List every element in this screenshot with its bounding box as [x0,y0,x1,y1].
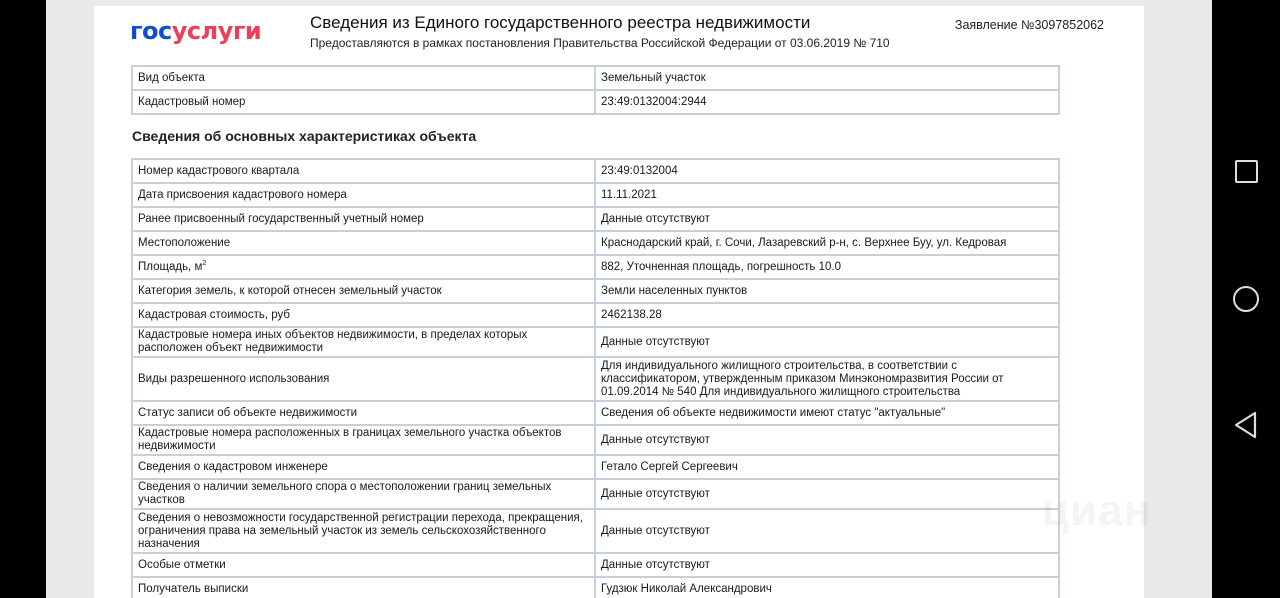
row-label: Статус записи об объекте недвижимости [132,401,595,425]
table-row [132,231,1059,255]
table-row [132,159,1059,183]
document-page [94,6,1144,598]
table-row [132,455,1059,479]
back-button[interactable] [1230,409,1262,441]
row-label: Категория земель, к которой отнесен земельный участок [132,279,595,303]
row-label: Вид объекта [132,66,595,90]
table-row [132,577,1059,598]
table-row [132,207,1059,231]
table-row [132,90,1059,114]
row-value: Данные отсутствуют [595,327,1059,357]
object-table [131,65,1060,115]
row-value: 11.11.2021 [595,183,1059,207]
table-row [132,509,1059,553]
row-label: Кадастровая стоимость, руб [132,303,595,327]
row-label: Сведения о наличии земельного спора о местоположении границ земельных участков [132,479,595,509]
row-value: 23:49:0132004:2944 [595,90,1059,114]
table-row [132,357,1059,401]
row-value: Сведения об объекте недвижимости имеют статус "актуальные" [595,401,1059,425]
row-label: Сведения о невозможности государственной регистрации перехода, прекращения, ограничения права на земельный участок из земель сельскохозяйственного назначения [132,509,595,553]
row-value: Данные отсутствуют [595,207,1059,231]
document-viewer [46,0,1212,598]
row-value: Данные отсутствуют [595,553,1059,577]
row-value: Данные отсутствуют [595,425,1059,455]
section-title: Сведения об основных характеристиках объекта [132,128,477,144]
table-row [132,327,1059,357]
row-label: Кадастровые номера расположенных в границах земельного участка объектов недвижимости [132,425,595,455]
row-value: 2462138.28 [595,303,1059,327]
table-row [132,479,1059,509]
watermark [1042,486,1151,536]
row-label: Кадастровый номер [132,90,595,114]
superscript: 2 [202,259,207,267]
row-label: Местоположение [132,231,595,255]
row-label: Дата присвоения кадастрового номера [132,183,595,207]
application-number: Заявление №3097852062 [954,18,1104,32]
row-label: Сведения о кадастровом инженере [132,455,595,479]
table-row [132,183,1059,207]
table-row [132,303,1059,327]
row-value: Данные отсутствуют [595,479,1059,509]
row-value: Данные отсутствуют [595,509,1059,553]
row-label: Номер кадастрового квартала [132,159,595,183]
row-label: Кадастровые номера иных объектов недвижимости, в пределах которых расположен объект недвижимости [132,327,595,357]
circle-icon [1233,286,1259,312]
row-label: Получатель выписки [132,577,595,598]
table-row [132,553,1059,577]
row-value: Гетало Сергей Сергеевич [595,455,1059,479]
characteristics-table [131,158,1060,598]
table-row [132,255,1059,279]
square-icon [1235,160,1258,183]
triangle-back-icon [1233,410,1259,440]
table-row [132,279,1059,303]
row-value: Краснодарский край, г. Сочи, Лазаревский р-н, с. Верхнее Буу, ул. Кедровая [595,231,1059,255]
row-value: 882, Уточненная площадь, погрешность 10.0 [595,255,1059,279]
table-row [132,401,1059,425]
row-label: Виды разрешенного использования [132,357,595,401]
recents-button[interactable] [1230,155,1262,187]
row-label: Ранее присвоенный государственный учетный номер [132,207,595,231]
gosuslugi-logo: госуслуги [130,17,262,45]
row-label: Площадь, $м^2$ [132,255,595,279]
document-subtitle: Предоставляются в рамках постановления Правительства Российской Федерации от 03.06.2019 № 710 [310,36,890,50]
document-title: Сведения из Единого государственного реестра недвижимости [310,13,811,32]
row-value: Земли населенных пунктов [595,279,1059,303]
row-value: Земельный участок [595,66,1059,90]
table-row [132,425,1059,455]
home-button[interactable] [1230,283,1262,315]
row-value: 23:49:0132004 [595,159,1059,183]
android-nav-bar [1212,0,1280,598]
row-value: Гудзюк Николай Александрович [595,577,1059,598]
row-value: Для индивидуального жилищного строительства, в соответствии с классификатором, утвержденным приказом Минэкономразвития России от 01.09.2014 № 540 Для индивидуального жилищного строительства [595,357,1059,401]
table-row [132,66,1059,90]
row-label: Особые отметки [132,553,595,577]
